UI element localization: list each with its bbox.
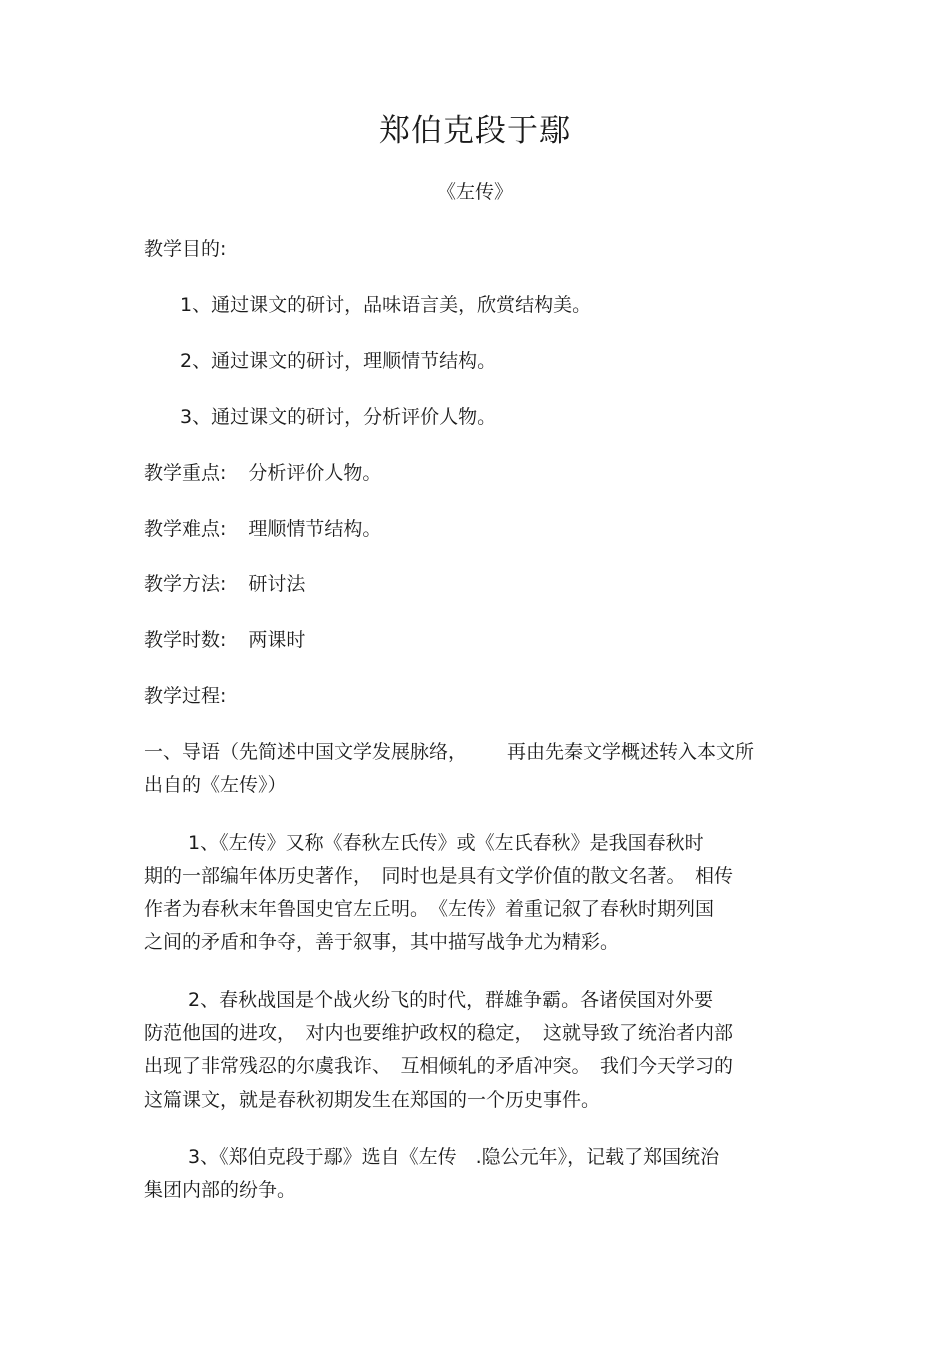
goals-heading: 教学目的: xyxy=(144,238,227,260)
para-2-line-3: 出现了非常残忍的尔虞我诈、 互相倾轧的矛盾冲突。 我们今天学习的 xyxy=(144,1055,734,1077)
method-label: 教学方法: xyxy=(144,573,227,595)
intro-line-1a: 一、导语（先简述中国文学发展脉络， xyxy=(144,741,468,763)
method-value: 研讨法 xyxy=(248,573,306,595)
goal-item-1: 1、通过课文的研讨，品味语言美，欣赏结构美。 xyxy=(180,294,592,316)
difficulty-label: 教学难点: xyxy=(144,518,227,540)
para-2-line-2: 防范他国的进攻， 对内也要维护政权的稳定， 这就导致了统治者内部 xyxy=(144,1022,734,1044)
para-3-line-1: 3、《郑伯克段于鄢》选自《左传 .隐公元年》，记载了郑国统治 xyxy=(188,1146,720,1168)
hours-value: 两课时 xyxy=(248,629,306,651)
intro-line-2: 出自的《左传》） xyxy=(144,774,287,796)
key-point-value: 分析评价人物。 xyxy=(248,462,382,484)
para-1-line-1: 1、《左传》又称《春秋左氏传》或《左氏春秋》是我国春秋时 xyxy=(188,832,704,854)
goal-item-2: 2、通过课文的研讨，理顺情节结构。 xyxy=(180,350,497,372)
para-1-line-3: 作者为春秋末年鲁国史官左丘明。 《左传》着重记叙了春秋时期列国 xyxy=(144,898,715,920)
para-1-line-4: 之间的矛盾和争夺，善于叙事，其中描写战争尤为精彩。 xyxy=(144,931,620,953)
para-2-line-4: 这篇课文，就是春秋初期发生在郑国的一个历史事件。 xyxy=(144,1089,601,1111)
key-point-label: 教学重点: xyxy=(144,462,227,484)
document-title: 郑伯克段于鄢 xyxy=(379,113,571,149)
para-3-line-2: 集团内部的纷争。 xyxy=(144,1179,297,1201)
hours-label: 教学时数: xyxy=(144,629,227,651)
process-heading: 教学过程: xyxy=(144,685,227,707)
intro-line-1 xyxy=(144,738,754,766)
difficulty-value: 理顺情节结构。 xyxy=(248,518,382,540)
hours-row xyxy=(144,626,305,654)
goal-item-3: 3、通过课文的研讨，分析评价人物。 xyxy=(180,406,497,428)
intro-line-1b: 再由先秦文学概述转入本文所 xyxy=(507,741,755,763)
document-subtitle: 《左传》 xyxy=(436,181,513,203)
difficulty-row xyxy=(144,515,381,543)
para-1-line-2: 期的一部编年体历史著作， 同时也是具有文学价值的散文名著。 相传 xyxy=(144,865,734,887)
para-2-line-1: 2、春秋战国是个战火纷飞的时代，群雄争霸。各诸侯国对外要 xyxy=(188,989,714,1011)
method-row xyxy=(144,570,305,598)
key-point-row xyxy=(144,459,381,487)
